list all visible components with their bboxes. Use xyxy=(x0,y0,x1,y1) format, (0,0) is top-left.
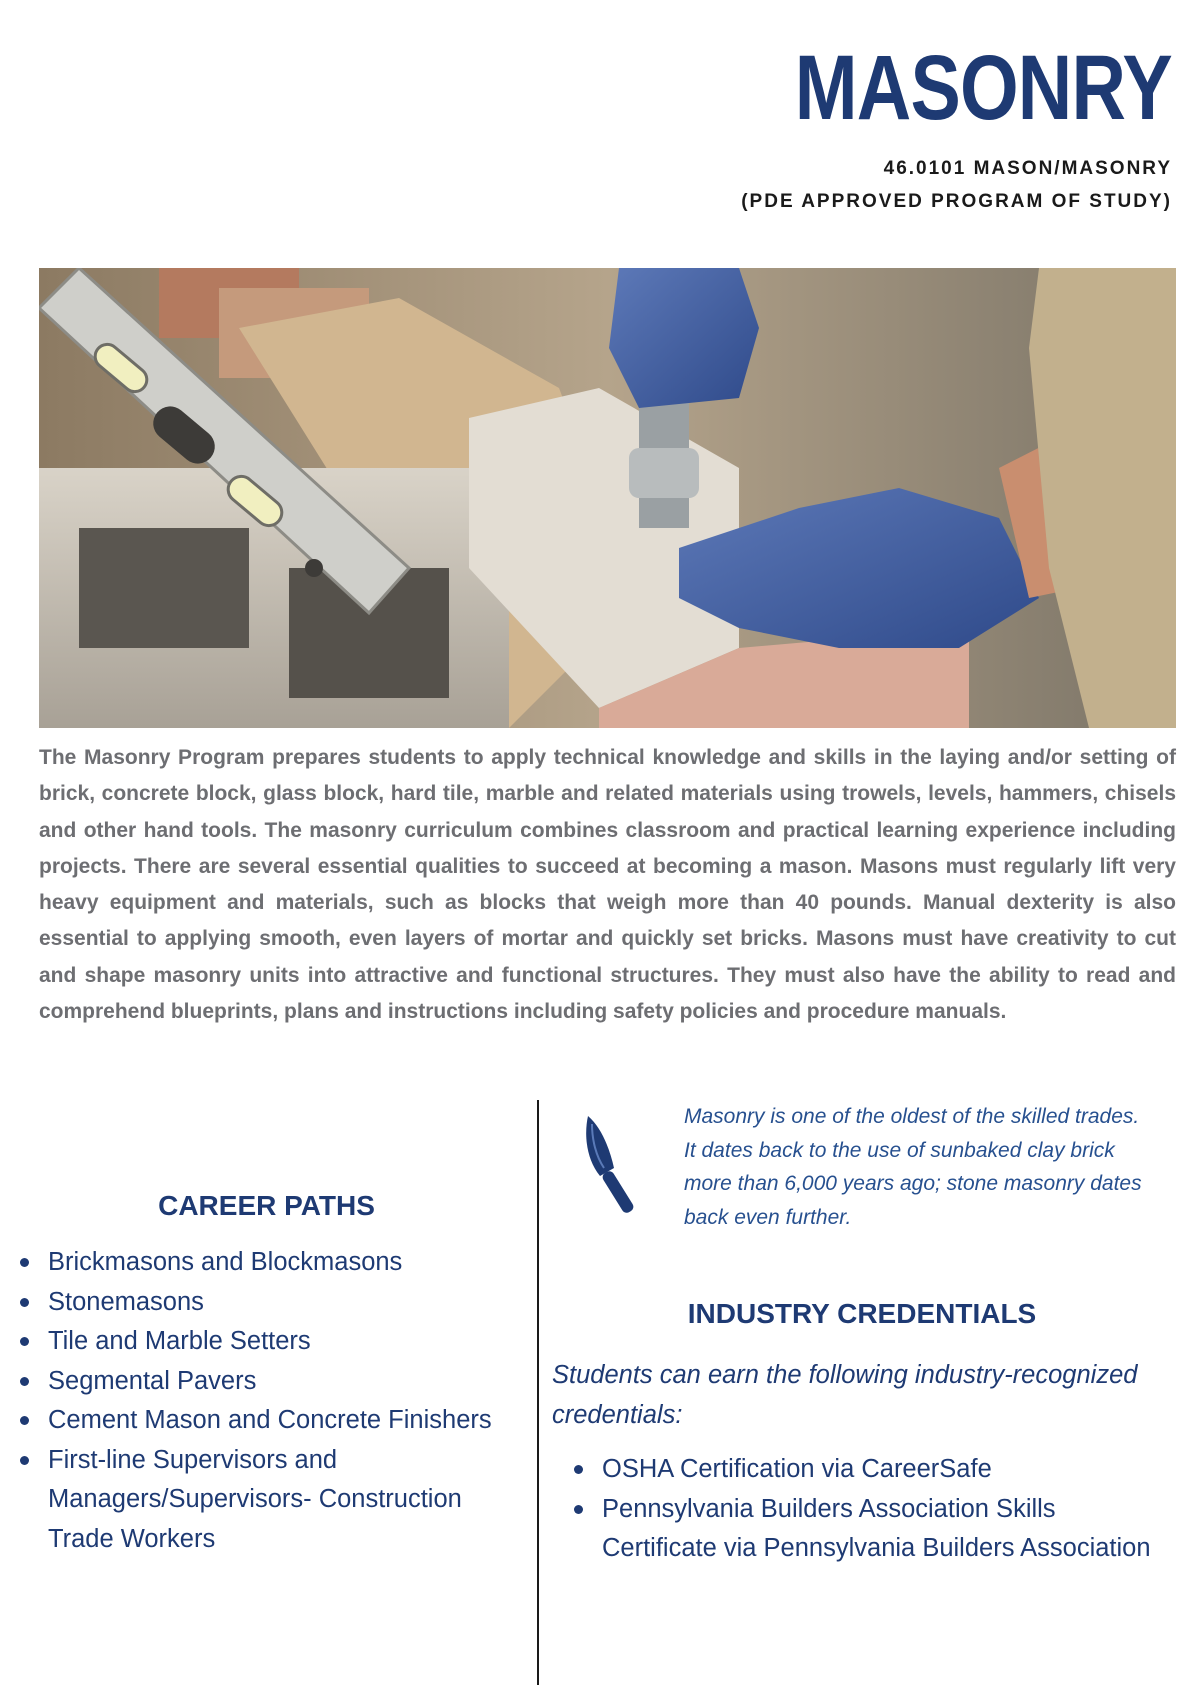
list-item: First-line Supervisors and Managers/Supervisors- Construction Trade Workers xyxy=(18,1441,528,1560)
list-item: Pennsylvania Builders Association Skills Certificate via Pennsylvania Builders Association xyxy=(572,1490,1172,1569)
industry-credentials-heading: INDUSTRY CREDENTIALS xyxy=(687,1298,1037,1329)
career-paths-heading: CAREER PATHS xyxy=(158,1190,375,1221)
column-divider xyxy=(537,1100,539,1685)
page-title: MASONRY xyxy=(794,37,1172,139)
credentials-intro: Students can earn the following industry-recognized credentials: xyxy=(552,1361,1138,1429)
list-item: Cement Mason and Concrete Finishers xyxy=(18,1401,528,1441)
trowel-icon xyxy=(580,1114,654,1223)
list-item: Brickmasons and Blockmasons xyxy=(18,1243,528,1283)
list-item: OSHA Certification via CareerSafe xyxy=(572,1450,1172,1490)
list-item: Segmental Pavers xyxy=(18,1362,528,1402)
program-code-block xyxy=(741,152,1172,218)
career-paths-list xyxy=(18,1243,528,1559)
list-item: Tile and Marble Setters xyxy=(18,1322,528,1362)
masonry-fact: Masonry is one of the oldest of the skilled trades. It dates back to the use of sunbaked clay brick more than 6,000 years ago; stone masonry dates back even further. xyxy=(684,1105,1142,1229)
masonry-photo xyxy=(39,268,1176,728)
program-description: The Masonry Program prepares students to apply technical knowledge and skills in the laying and/or setting of brick, concrete block, glass block, hard tile, marble and related materials using trowels, levels, hammers, chisels and other hand tools. The masonry curriculum combines classroom and practical learning experience including projects. There are several essential qualities to succeed at becoming a mason. Masons must regularly lift very heavy equipment and materials, such as blocks that weigh more than 40 pounds. Manual dexterity is also essential to applying smooth, even layers of mortar and quickly set bricks. Masons must have creativity to cut and shape masonry units into attractive and functional structures. They must also have the ability to read and comprehend blueprints, plans and instructions including safety policies and procedure manuals. xyxy=(39,746,1176,1024)
program-note: (PDE APPROVED PROGRAM OF STUDY) xyxy=(741,191,1172,212)
credentials-list xyxy=(572,1450,1172,1569)
list-item: Stonemasons xyxy=(18,1283,528,1323)
program-code: 46.0101 MASON/MASONRY xyxy=(883,158,1172,179)
